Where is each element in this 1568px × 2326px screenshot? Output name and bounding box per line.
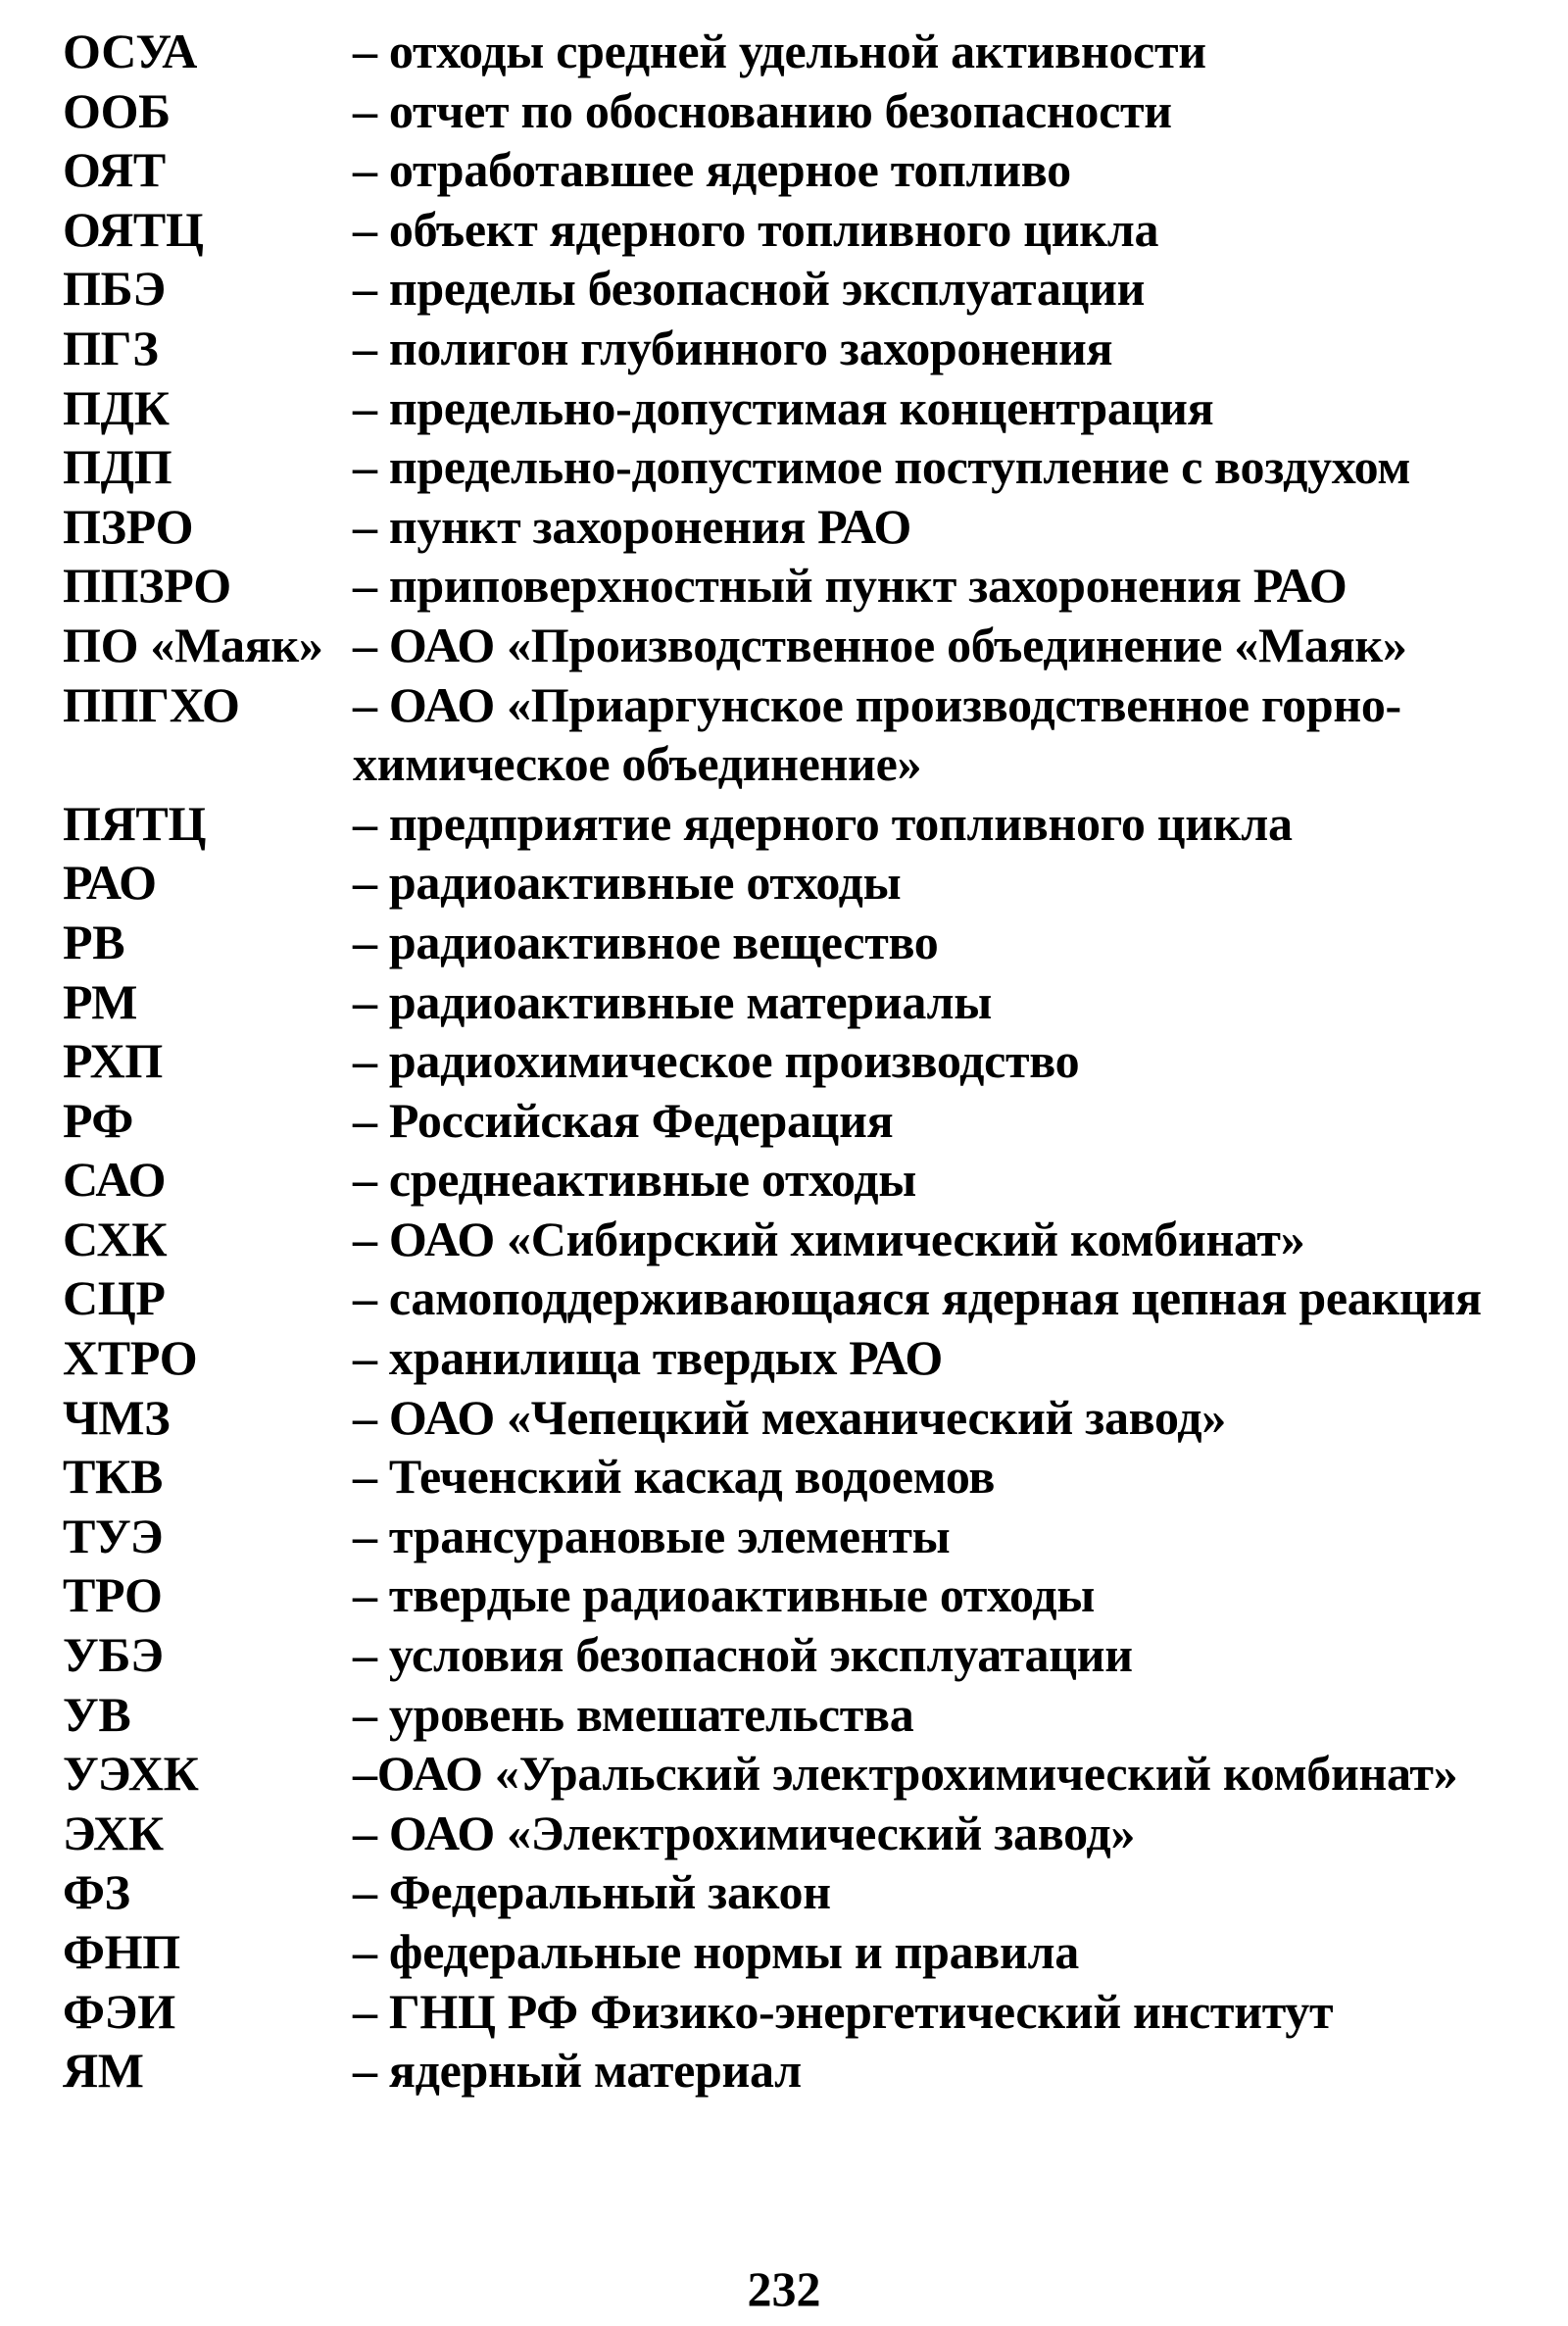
abbreviation-definition: – уровень вмешательства (353, 1686, 914, 1742)
abbreviation-term: ТКВ (63, 1449, 164, 1505)
abbreviation-entry (63, 140, 1533, 200)
abbreviation-term: ОЯТЦ (63, 201, 204, 257)
abbreviation-definition: – Теченский каскад водоемов (353, 1449, 996, 1505)
abbreviation-entry (63, 1388, 1533, 1448)
abbreviation-term: РМ (63, 973, 138, 1029)
abbreviation-entry (63, 853, 1533, 913)
abbreviation-definition: – радиоактивное вещество (353, 914, 939, 969)
abbreviation-entry (63, 556, 1533, 616)
abbreviation-term: ТРО (63, 1567, 163, 1623)
abbreviation-term: ПЯТЦ (63, 795, 207, 851)
abbreviation-term: ФНП (63, 1924, 180, 1979)
abbreviation-entry (63, 794, 1533, 854)
abbreviation-entry (63, 1150, 1533, 1210)
abbreviation-definition: – самоподдерживающаяся ядерная цепная реакция (353, 1270, 1482, 1326)
abbreviation-term: ПДК (63, 379, 170, 435)
abbreviation-entry (63, 81, 1533, 141)
abbreviation-entry (63, 2041, 1533, 2101)
abbreviation-entry (63, 1328, 1533, 1388)
abbreviation-definition: – предприятие ядерного топливного цикла (353, 795, 1293, 851)
abbreviation-entry (63, 1862, 1533, 1922)
abbreviation-term: РВ (63, 914, 125, 969)
abbreviation-term: УБЭ (63, 1627, 164, 1683)
abbreviation-definition: – предельно-допустимое поступление с воздухом (353, 439, 1411, 495)
abbreviation-entry (63, 1922, 1533, 1982)
abbreviation-entry (63, 378, 1533, 438)
abbreviation-definition: – ГНЦ РФ Физико-энергетический институт (353, 1983, 1334, 2039)
abbreviation-definition: – условия безопасной эксплуатации (353, 1627, 1133, 1683)
abbreviation-definition: – ОАО «Чепецкий механический завод» (353, 1389, 1226, 1445)
abbreviation-entry (63, 437, 1533, 497)
abbreviation-entry (63, 1447, 1533, 1507)
abbreviation-entry (63, 319, 1533, 378)
abbreviation-entry (63, 1210, 1533, 1269)
abbreviation-term: ПО «Маяк» (63, 617, 323, 672)
abbreviation-term: ОЯТ (63, 142, 166, 198)
abbreviation-definition: – хранилища твердых РАО (353, 1330, 943, 1386)
abbreviation-entry (63, 1565, 1533, 1625)
abbreviation-definition: – полигон глубинного захоронения (353, 320, 1113, 375)
abbreviation-term: ЭХК (63, 1805, 164, 1860)
abbreviation-term: ХТРО (63, 1330, 198, 1386)
abbreviation-term: УЭХК (63, 1746, 199, 1802)
abbreviation-entry (63, 497, 1533, 557)
abbreviation-term: ПБЭ (63, 261, 166, 317)
abbreviation-definition: –ОАО «Уральский электрохимический комбинат» (353, 1746, 1458, 1802)
abbreviation-definition: – предельно-допустимая концентрация (353, 379, 1214, 435)
abbreviation-term: ФЭИ (63, 1983, 175, 2039)
abbreviation-term: САО (63, 1152, 167, 1208)
abbreviation-definition: – ядерный материал (353, 2043, 802, 2099)
abbreviation-entry (63, 1507, 1533, 1566)
abbreviation-entry (63, 1268, 1533, 1328)
abbreviation-entry (63, 22, 1533, 81)
abbreviation-definition: – радиохимическое производство (353, 1033, 1080, 1089)
abbreviation-definition: – ОАО «Приаргунское производственное горно-химическое объединение» (353, 676, 1401, 792)
abbreviation-entry (63, 616, 1533, 675)
abbreviation-term: ППЗРО (63, 558, 231, 614)
abbreviation-entry (63, 200, 1533, 260)
abbreviation-term: СХК (63, 1211, 168, 1266)
abbreviation-definition: – радиоактивные отходы (353, 855, 902, 911)
abbreviation-term: ЯМ (63, 2043, 144, 2099)
abbreviation-entry (63, 1804, 1533, 1863)
abbreviation-entry (63, 675, 1533, 794)
abbreviation-entry (63, 972, 1533, 1032)
abbreviation-entry (63, 1744, 1533, 1804)
abbreviation-list (63, 22, 1533, 2101)
abbreviation-definition: – трансурановые элементы (353, 1508, 951, 1563)
abbreviation-term: РХП (63, 1033, 163, 1089)
abbreviation-definition: – ОАО «Электрохимический завод» (353, 1805, 1136, 1860)
abbreviation-term: ЧМЗ (63, 1389, 171, 1445)
abbreviation-definition: – отработавшее ядерное топливо (353, 142, 1071, 198)
abbreviation-term: ПГЗ (63, 320, 159, 375)
abbreviation-definition: – пункт захоронения РАО (353, 498, 911, 554)
abbreviation-term: РФ (63, 1092, 134, 1148)
abbreviation-definition: – твердые радиоактивные отходы (353, 1567, 1095, 1623)
abbreviation-term: ПДП (63, 439, 172, 495)
abbreviation-definition: – радиоактивные материалы (353, 973, 992, 1029)
abbreviation-term: РАО (63, 855, 157, 911)
abbreviation-entry (63, 1031, 1533, 1091)
abbreviation-definition: – Федеральный закон (353, 1864, 831, 1920)
page-number: 232 (747, 2261, 821, 2316)
abbreviation-definition: – отходы средней удельной активности (353, 24, 1206, 78)
abbreviation-definition: – приповерхностный пункт захоронения РАО (353, 558, 1348, 614)
abbreviation-term: ПЗРО (63, 498, 194, 554)
abbreviation-entry (63, 1625, 1533, 1685)
abbreviation-term: ТУЭ (63, 1508, 164, 1563)
abbreviation-term: УВ (63, 1686, 131, 1742)
abbreviation-term: ООБ (63, 82, 171, 138)
abbreviation-entry (63, 1685, 1533, 1745)
abbreviation-entry (63, 1091, 1533, 1151)
abbreviation-definition: – ОАО «Производственное объединение «Маяк» (353, 617, 1407, 672)
abbreviation-entry (63, 259, 1533, 319)
abbreviation-definition: – объект ядерного топливного цикла (353, 201, 1159, 257)
abbreviation-entry (63, 913, 1533, 972)
abbreviation-definition: – федеральные нормы и правила (353, 1924, 1079, 1979)
abbreviation-term: ОСУА (63, 24, 198, 78)
abbreviation-term: СЦР (63, 1270, 166, 1326)
abbreviation-term: ППГХО (63, 676, 240, 732)
abbreviation-definition: – среднеактивные отходы (353, 1152, 917, 1208)
abbreviation-definition: – Российская Федерация (353, 1092, 894, 1148)
abbreviation-definition: – отчет по обоснованию безопасности (353, 82, 1172, 138)
abbreviation-definition: – ОАО «Сибирский химический комбинат» (353, 1211, 1305, 1266)
abbreviation-entry (63, 1982, 1533, 2042)
abbreviation-definition: – пределы безопасной эксплуатации (353, 261, 1146, 317)
abbreviation-term: ФЗ (63, 1864, 130, 1920)
